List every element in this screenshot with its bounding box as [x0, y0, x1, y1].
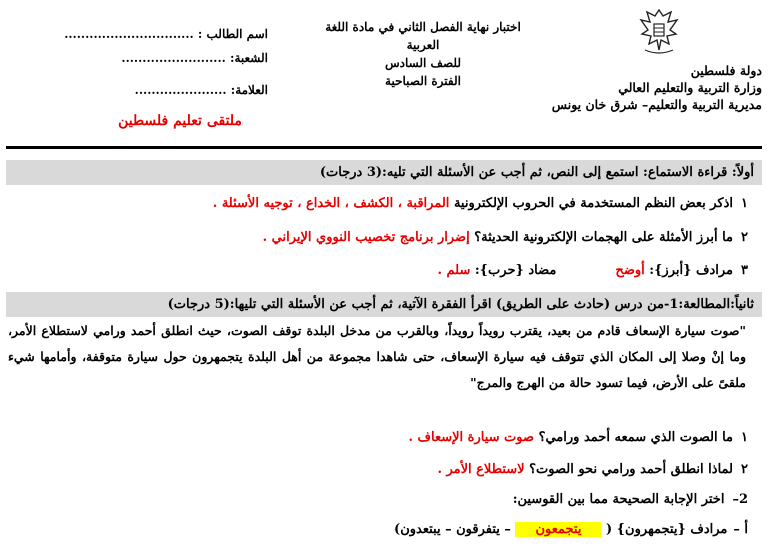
grade-field[interactable]: ...................... [134, 83, 227, 97]
question-number: ٢ [741, 230, 748, 245]
answer-text: المراقبة ، الكشف ، الخداع ، توجيه الأسئلة . [212, 196, 450, 211]
s2-question-1 [6, 430, 762, 445]
answer-text: صوت سيارة الإسعاف . [408, 430, 535, 445]
s2-question-3 [6, 492, 762, 507]
question-text: اذكر بعض النظم المستخدمة في الحروب الإلكترونية [449, 196, 734, 211]
exam-title: اختبار نهاية الفصل الثاني في مادة اللغة العربية [325, 20, 521, 52]
exam-title-block [318, 18, 528, 90]
answer-text: لاستطلاع الأمر . [437, 462, 525, 477]
choice-text: مرادف {يتجمهرون} ( [605, 522, 728, 537]
ministry-line: وزارة التربية والتعليم العالي [618, 80, 762, 95]
ministry-line: مديرية التربية والتعليم– شرق خان يونس [551, 97, 762, 112]
student-name-label: اسم الطالب : [197, 27, 268, 41]
question-number: ١ [741, 430, 748, 445]
s1-question-2 [6, 230, 762, 245]
question-text: ما الصوت الذي سمعه أحمد ورامي؟ [534, 430, 734, 445]
question-text: لماذا انطلق أحمد ورامي نحو الصوت؟ [524, 462, 734, 477]
question-text-2: مضاد {حرب}: [470, 263, 557, 278]
section-label: الشعبة: [230, 51, 268, 65]
s2-question-2 [6, 462, 762, 477]
student-name-row [6, 22, 268, 46]
question-number: ٢ [741, 462, 748, 477]
question-number: 2– [732, 492, 748, 507]
question-number: ١ [741, 196, 748, 211]
question-text: ما أبرز الأمثلة على الهجمات الإلكترونية الحديثة؟ [469, 230, 734, 245]
s1-question-1 [6, 196, 762, 211]
answer-text: إضرار برنامج تخصيب النووي الإيراني . [262, 230, 470, 245]
brand-text: ملتقى تعليم فلسطين [118, 113, 242, 129]
section-row [6, 46, 268, 70]
section-field[interactable]: ......................... [121, 51, 226, 65]
reading-passage: "صوت سيارة الإسعاف قادم من بعيد، يقترب رويداً رويداً، وبالقرب من مدخل البلدة توقف الصوت، حيث انطلق أحمد ورامي لاستطلاع الأمر، وما إنْ وصلا إلى المكان الذي تتوقف فيه سيارة الإسعاف، حتى شاهدا مجموعة من أهل البلدة يتجمهرون حول سيارة متوقفة، وأمامها شيء ملقىً على الأرض، فيما تسود حالة من الهرج والمرج" [8, 323, 746, 390]
student-name-field[interactable]: ............................... [64, 27, 194, 41]
choice-label: أ – [733, 522, 748, 537]
exam-grade: للصف السادس [385, 56, 461, 70]
exam-period: الفترة الصباحية [385, 74, 461, 88]
question-text: اختر الإجابة الصحيحة مما بين القوسين: [512, 492, 725, 507]
header-divider [6, 146, 762, 149]
ministry-line: دولة فلسطين [690, 63, 762, 78]
answer-text-2: سلم . [437, 263, 471, 278]
question-number: ٣ [741, 263, 748, 278]
choice-options: – يتفرقون – يبتعدون) [394, 522, 511, 537]
question-text: مرادف {أبرز}: [644, 263, 734, 278]
s1-question-3 [6, 263, 762, 278]
ministry-header [522, 62, 762, 113]
selected-answer[interactable]: يتجمعون [515, 522, 601, 537]
answer-text: أوضح [615, 263, 645, 278]
s2-choice-a [6, 522, 762, 537]
section2-title: ثانياً:المطالعة:1-من درس (حادث على الطريق) اقرأ الفقرة الآتية، ثم أجب عن الأسئلة التي تليها:(5 درجات) [6, 292, 762, 317]
student-info [6, 22, 268, 102]
eagle-emblem-icon [637, 6, 681, 56]
section1-title: أولاً: قراءة الاستماع: استمع إلى النص، ثم أجب عن الأسئلة التي تليه:(3 درجات) [6, 160, 762, 185]
grade-label: العلامة: [230, 83, 268, 97]
grade-row [6, 78, 268, 102]
